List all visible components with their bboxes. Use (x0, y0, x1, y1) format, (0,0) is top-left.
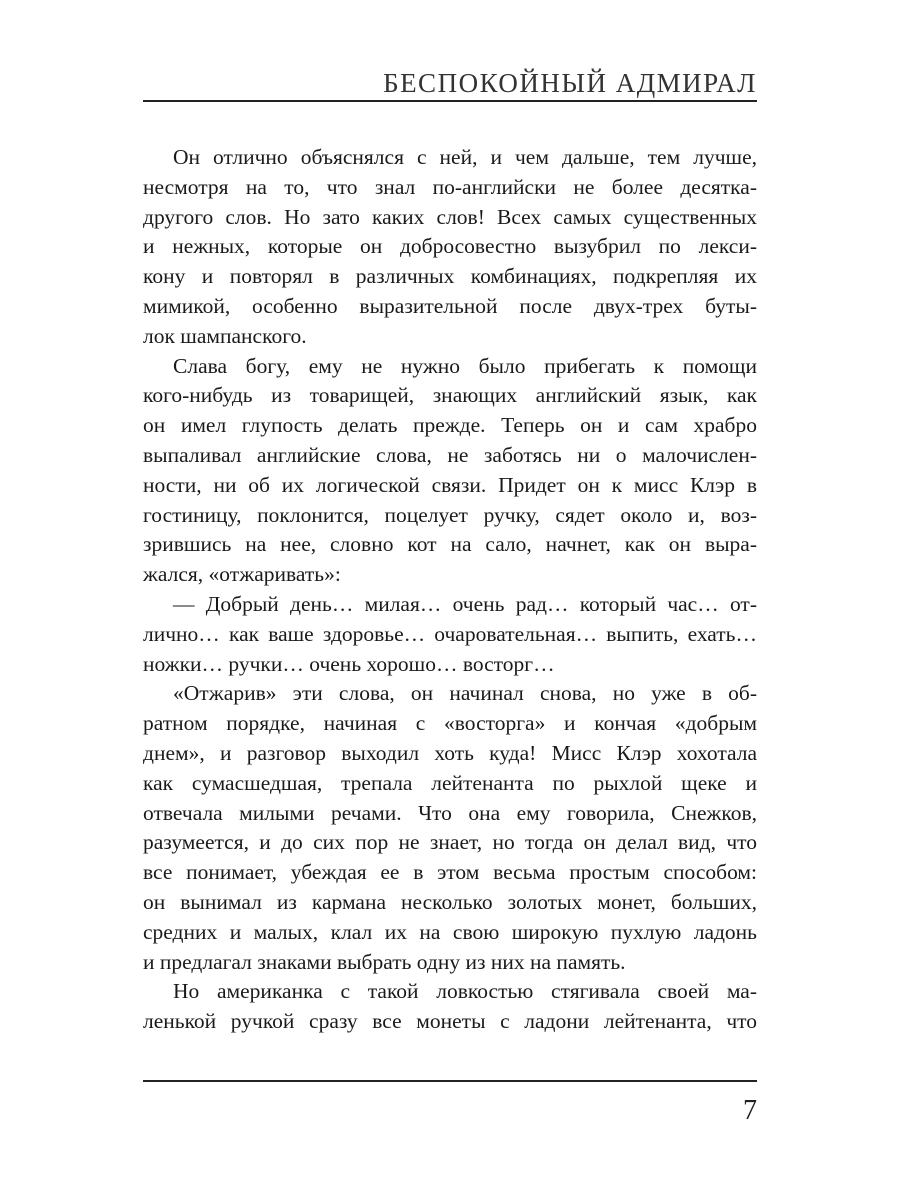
text-line: ратном порядке, начиная с «восторга» и кончая «добрым (143, 711, 757, 736)
text-line: кого-нибудь из товарищей, знающих английский язык, как (143, 383, 757, 408)
text-line: гостиницу, поклонится, поцелует ручку, сядет около и, воз- (143, 502, 757, 527)
text-line: Слава богу, ему не нужно было прибегать к помощи (173, 353, 757, 378)
text-line: он имел глупость делать прежде. Теперь он и сам храбро (143, 413, 757, 438)
text-line: другого слов. Но зато каких слов! Всех самых существенных (143, 204, 757, 229)
paragraph (143, 679, 757, 977)
text-line: и нежных, которые он добросовестно вызубрил по лекси- (143, 234, 757, 259)
page-number: 7 (743, 1095, 757, 1126)
text-line: мимикой, особенно выразительной после двух-трех буты- (143, 293, 757, 318)
footer-rule (143, 1080, 757, 1082)
running-head-title: БЕСПОКОЙНЫЙ АДМИРАЛ (383, 68, 757, 98)
text-line: выпаливал английские слова, не заботясь ни о малочислен- (143, 442, 757, 467)
text-line: лично… как ваше здоровье… очаровательная… выпить, ехать… (143, 621, 757, 646)
text-line: несмотря на то, что знал по-английски не более десятка- (143, 174, 757, 199)
text-line: он вынимал из кармана несколько золотых монет, больших, (143, 889, 757, 914)
text-line: и предлагал знаками выбрать одну из них на память. (143, 949, 626, 974)
text-line: ности, ни об их логической связи. Придет он к мисс Клэр в (143, 472, 757, 497)
text-line: Он отлично объяснялся с ней, и чем дальше, тем лучше, (173, 145, 757, 169)
text-line: все понимает, убеждая ее в этом весьма простым способом: (143, 860, 757, 885)
paragraph (143, 977, 757, 1037)
paragraph (143, 590, 757, 679)
text-line: — Добрый день… милая… очень рад… который час… от- (173, 591, 757, 616)
text-line: средних и малых, клал их на свою широкую пухлую ладонь (143, 919, 757, 944)
text-line: ножки… ручки… очень хорошо… восторг… (143, 651, 555, 676)
body-text (143, 143, 757, 1037)
text-line: отвечала милыми речами. Что она ему говорила, Снежков, (143, 800, 757, 825)
text-line: Но американка с такой ловкостью стягивала своей ма- (173, 979, 757, 1004)
text-line: кону и повторял в различных комбинациях, подкрепляя их (143, 264, 757, 289)
text-line: днем», и разговор выходил хоть куда! Мисс Клэр хохотала (143, 740, 757, 765)
text-line: лок шампанского. (143, 323, 307, 348)
text-line: зрившись на нее, словно кот на сало, начнет, как он выра- (143, 532, 757, 557)
header-rule (143, 100, 757, 102)
text-line: ленькой ручкой сразу все монеты с ладони лейтенанта, что (143, 1009, 757, 1034)
paragraph (143, 352, 757, 590)
text-line: «Отжарив» эти слова, он начинал снова, но уже в об- (173, 681, 757, 706)
text-line: как сумасшедшая, трепала лейтенанта по рыхлой щеке и (143, 770, 757, 795)
text-line: жался, «отжаривать»: (143, 562, 341, 587)
text-line: разумеется, и до сих пор не знает, но тогда он делал вид, что (143, 830, 757, 855)
paragraph (143, 143, 757, 352)
